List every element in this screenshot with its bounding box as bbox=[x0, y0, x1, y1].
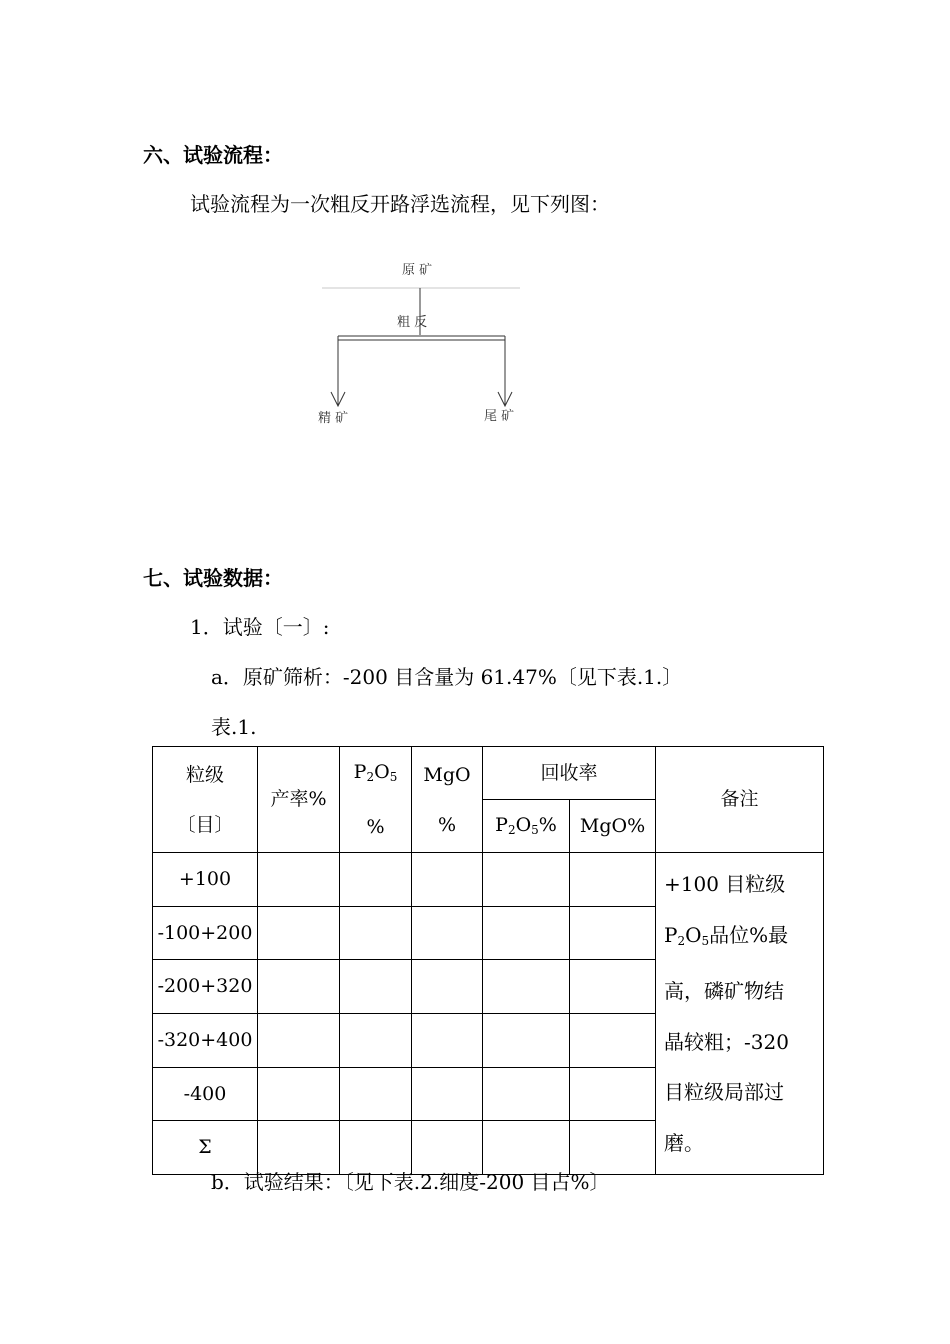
sieve-analysis-table bbox=[152, 746, 824, 1175]
flow-concentrate-label: 精 矿 bbox=[318, 411, 349, 426]
item-b: b．试验结果：〔见下表.2.细度-200 目占%〕 bbox=[211, 1170, 610, 1194]
size-cell: Σ bbox=[153, 1121, 258, 1175]
data-cell bbox=[412, 960, 483, 1014]
section-6-heading: 六、试验流程： bbox=[143, 143, 283, 167]
size-cell: -100+200 bbox=[153, 906, 258, 960]
data-cell bbox=[412, 853, 483, 907]
data-cell bbox=[570, 853, 656, 907]
data-cell bbox=[412, 906, 483, 960]
data-cell bbox=[258, 1013, 340, 1067]
size-cell: +100 bbox=[153, 853, 258, 907]
header-note: 备注 bbox=[656, 747, 824, 853]
flowchart-diagram bbox=[300, 250, 550, 440]
header-size: 粒级 〔目〕 bbox=[153, 747, 258, 853]
data-cell bbox=[570, 906, 656, 960]
flow-feed-label: 原 矿 bbox=[402, 263, 433, 278]
size-cell: -200+320 bbox=[153, 960, 258, 1014]
data-cell bbox=[340, 906, 412, 960]
data-cell bbox=[340, 960, 412, 1014]
note-cell: +100 目粒级 $P_2O_5$品位%最 高，磷矿物结 晶较粗；-320 目粒级局部过 磨。 bbox=[656, 853, 824, 1175]
header-recovery-mgo: MgO% bbox=[570, 800, 656, 853]
data-cell bbox=[483, 853, 570, 907]
data-cell bbox=[412, 1013, 483, 1067]
data-cell bbox=[258, 853, 340, 907]
data-cell bbox=[483, 960, 570, 1014]
data-cell bbox=[483, 1067, 570, 1121]
header-yield: 产率% bbox=[258, 747, 340, 853]
data-cell bbox=[340, 1013, 412, 1067]
section-6-paragraph: 试验流程为一次粗反开路浮选流程，见下列图： bbox=[190, 192, 610, 216]
flow-stage-label: 粗 反 bbox=[397, 315, 428, 330]
data-cell bbox=[483, 906, 570, 960]
data-cell bbox=[258, 906, 340, 960]
item-1: 1．试验〔一〕: bbox=[190, 615, 330, 639]
data-cell bbox=[258, 960, 340, 1014]
header-recovery: 回收率 bbox=[483, 747, 656, 800]
item-a: a．原矿筛析：-200 目含量为 61.47%〔见下表.1.〕 bbox=[211, 665, 683, 689]
header-mgo-grade: MgO % bbox=[412, 747, 483, 853]
header-recovery-p2o5: $P_2O_5\%$ bbox=[483, 800, 570, 853]
data-cell bbox=[258, 1067, 340, 1121]
data-cell bbox=[340, 1067, 412, 1121]
table-caption: 表.1. bbox=[211, 715, 257, 739]
size-cell: -320+400 bbox=[153, 1013, 258, 1067]
data-cell bbox=[570, 1013, 656, 1067]
table-row bbox=[153, 853, 824, 907]
data-cell bbox=[570, 960, 656, 1014]
header-p2o5-grade: $P_2O_5$ % bbox=[340, 747, 412, 853]
data-cell bbox=[340, 853, 412, 907]
size-cell: -400 bbox=[153, 1067, 258, 1121]
data-cell bbox=[483, 1013, 570, 1067]
data-cell bbox=[570, 1067, 656, 1121]
table-header-row bbox=[153, 747, 824, 800]
flow-tailings-label: 尾 矿 bbox=[484, 409, 515, 424]
section-7-heading: 七、试验数据： bbox=[143, 566, 283, 590]
data-cell bbox=[412, 1067, 483, 1121]
